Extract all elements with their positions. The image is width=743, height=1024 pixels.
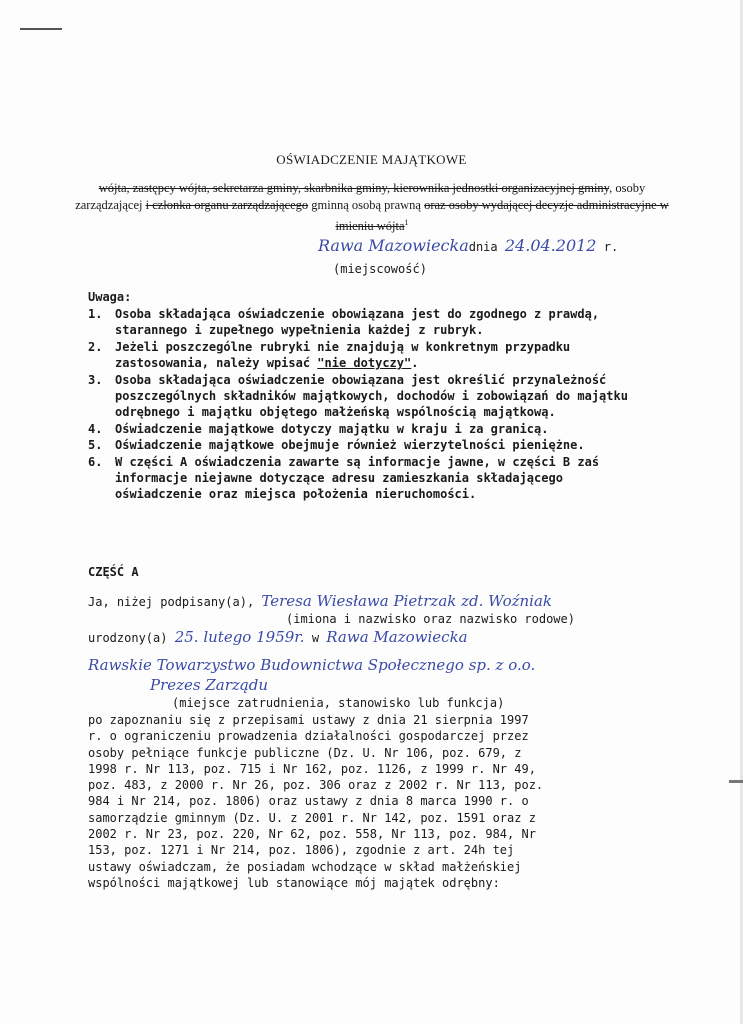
birth-line [88,628,468,646]
name-line [88,592,552,610]
name-caption: (imiona i nazwisko oraz nazwisko rodowe) [286,612,575,626]
note-item: 6. W części A oświadczenia zawarte są informacje jawne, w części B zaś informacje niejawne dotyczące adresu zamieszkania składającego oświadczenie oraz miejsca położenia nieruchomości. [88,454,600,502]
part-a-heading: CZĘŚĆ A [88,565,139,579]
body-line: samorządzie gminnym (Dz. U. z 2001 r. Nr 142, poz. 1591 oraz z [88,810,536,825]
body-line: 153, poz. 1271 i Nr 214, poz. 1806), zgodnie z art. 24h tej [88,843,515,858]
declaration-body [88,712,628,891]
ja-label: Ja, niżej podpisany(a), [88,595,255,609]
uwaga-heading: Uwaga: [88,290,132,304]
employer-handwritten: Rawskie Towarzystwo Budownictwa Społecznego sp. z o.o. [88,656,536,674]
note-item: 3. Osoba składająca oświadczenie obowiązana jest określić przynależność poszczególnych składników majątkowych, dochodów i zobowiązań do majątku odrębnego i majątku objętego małżeńską wspólnością majątkową. [88,372,628,420]
body-line: osoby pełniące funkcje publiczne (Dz. U. Nr 106, poz. 679, z [88,745,522,760]
edge-mark [729,780,743,783]
uwaga-list [88,306,628,503]
body-line: wspólności majątkowej lub stanowiące mój majątek odrębny: [88,875,500,890]
subtitle-struck-3: oraz osoby wydającej decyzje administracyjne w imieniu wójta [335,198,669,234]
note-item: 5. Oświadczenie majątkowe obejmuje również wierzytelności pieniężne. [88,438,585,453]
note-item: 1. Osoba składająca oświadczenie obowiązana jest do zgodnego z prawdą, starannego i zupełnego wypełnienia każdej z rubryk. [88,307,600,338]
body-line: 2002 r. Nr 23, poz. 220, Nr 62, poz. 558, Nr 113, poz. 984, Nr [88,827,536,842]
year-suffix: r. [603,240,619,254]
place-caption: (miejscowość) [333,262,427,276]
subtitle-mid-2: gminną osobą prawną [308,198,425,212]
body-line: po zapoznaniu się z przepisami ustawy z dnia 21 sierpnia 1997 [88,713,529,727]
position-handwritten: Prezes Zarządu [150,676,269,694]
position-line [150,676,268,694]
name-handwritten: Teresa Wiesława Pietrzak zd. Woźniak [261,592,552,610]
employment-caption: (miejsce zatrudnienia, stanowisko lub funkcja) [172,696,505,710]
body-line: ustawy oświadczam, że posiadam wchodzące w skład małżeńskiej [88,859,522,874]
note-item: 2. Jeżeli poszczególne rubryki nie znajdują w konkretnym przypadku zastosowania, należy wpisać "nie dotyczy". [88,339,571,371]
nie-dotyczy-phrase: "nie dotyczy" [317,356,412,371]
note-item: 4. Oświadczenie majątkowe dotyczy majątku w kraju i za granicą. [88,421,549,436]
birth-place-handwritten: Rawa Mazowiecka [326,628,468,646]
place-date-line [318,236,618,255]
place-handwritten: Rawa Mazowiecka [318,236,469,255]
birth-date-handwritten: 25. lutego 1959r. [174,628,305,646]
body-line: 984 i Nr 214, poz. 1806) oraz ustawy z dnia 8 marca 1990 r. o [88,794,529,809]
subtitle-struck-2: i członka organu zarządzającego [145,198,309,212]
employer-line [88,656,535,674]
footnote-marker: 1 [404,218,409,227]
date-handwritten: 24.04.2012 [504,236,597,255]
body-line: poz. 483, z 2000 r. Nr 26, poz. 306 oraz z 2002 r. Nr 113, poz. [88,778,544,793]
dnia-label: dnia [468,240,498,254]
subtitle-struck-1: wójta, zastępcy wójta, sekretarza gminy, skarbnika gminy, kierownika jednostki organizacyjnej gminy [98,181,610,195]
born-label: urodzony(a) [88,631,168,645]
w-label: w [311,631,320,645]
body-line: r. o ograniczeniu prowadzenia działalności gospodarczej przez [88,729,529,744]
document-title: OŚWIADCZENIE MAJĄTKOWE [276,152,467,167]
body-line: 1998 r. Nr 113, poz. 715 i Nr 162, poz. 1126, z 1999 r. Nr 49, [88,761,536,776]
subtitle-mid-1: , osoby zarządzającej [75,181,646,212]
document-subtitle [72,180,672,235]
margin-mark [20,28,62,30]
